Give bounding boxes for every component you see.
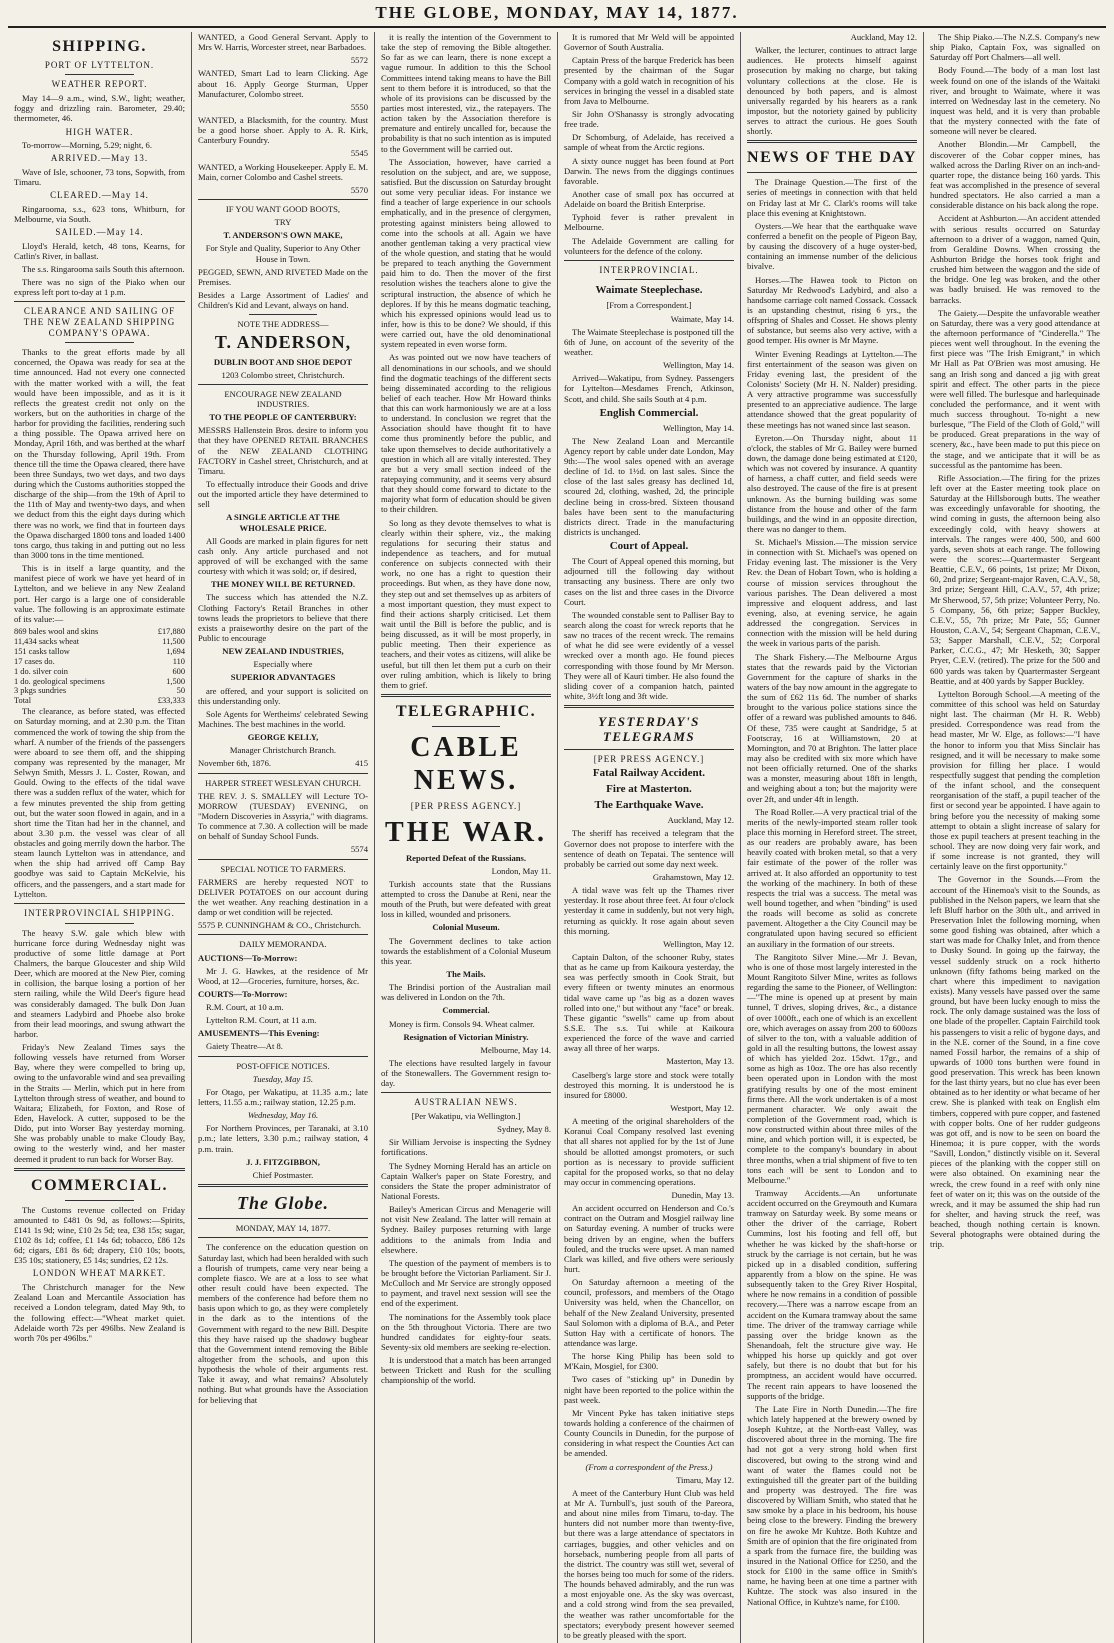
kelly-title: Manager Christchurch Branch. <box>229 745 337 756</box>
yesterday-telegrams-heading: YESTERDAY'S TELEGRAMS <box>598 714 700 745</box>
australian-paragraph: The nominations for the Assembly took place on the 5th throughout Victoria. There are two hundred candidates for eighty-four seats. Seventy-six old members are seeking re-election. <box>381 1311 551 1352</box>
masterton-paragraph: Caselberg's large store and stock were totally destroyed this morning. It is understood he is insured for £8000. <box>564 1069 734 1100</box>
australian-paragraph: A sixty ounce nugget has been found at Port Darwin. The news from the diggings continues favorable. <box>564 155 734 186</box>
money-returned: THE MONEY WILL BE RETURNED. <box>211 579 355 590</box>
australian-paragraph: The question of the payment of members is to be brought before the Victorian Parliament. Sir J. McCulloch and Mr Service are strongly opposed to payment, and travel next session will see the end of the experiment. <box>381 1257 551 1309</box>
weather-heading: WEATHER REPORT. <box>51 79 148 90</box>
postmaster-title: Chief Postmaster. <box>252 1169 314 1180</box>
news-item: Accident at Ashburton.—An accident attended with serious results occurred on Saturday afternoon to a driver of a waggon, named Quin, from Geraldine Downs. When crossing the Ashburton Bridge the horses took fright and crushed him between the waggon and the side of the bridge. One leg was broken, and the other was badly bruised. He was removed to the barracks. <box>930 213 1100 305</box>
cargo-value: 110 <box>172 656 185 666</box>
news-item: Lyttelton Borough School.—A meeting of the committee of this school was held on Saturday night last. The chairman (Mr H. R. Webb) presided. Correspondence was read from the head master, Mr W. Elge, as follows:—"I have the honor to inform you that Miss Sinclair has resigned, and it will be necessary to make some provision for filling her place. I would respectfully suggest that pending the completion of the infant school, and the consequent reorganisation of the staff, a pupil teacher of the first or second year be appointed. I have again to bring before you the necessity of making some attempt to obtain a slight increase of salary for those ex pupil teachers at present teaching in the school. They are now doing very fair work, and if some increase is not granted, they will certainly leave on the first opportunity." <box>930 688 1100 872</box>
column-4 <box>557 32 740 1643</box>
cargo-item: 1 do. silver coin <box>14 666 68 676</box>
clearance-paragraph: The clearance, as before stated, was effected on Saturday morning, and at 2.30 p.m. the Titan commenced the work of towing the ship from the wharf. A number of the friends of the passengers were aboard to see them off, and the shipping company was represented by the manager, Mr Selwyn Smith, Messrs J. L. Coster, Rowan, and Gould. Owing to the effects of the tidal wave there was a sudden reflux of the water, which for a few minutes prevented the ship from getting out, but the water soon flowed in again, and in a short time the Titan had her in the channel, and about 3.30 p.m. the vessel was clear of all obstacles and going merrily down the harbor. The steam launch Lyttelton was in attendance, and when the ship had arrived off Camp Bay goodbye was said to Captain McKelvie, his officers, and the passengers, and a start made for Lyttelton. <box>14 706 185 899</box>
australian-paragraph: The Sydney Morning Herald has an article on Captain Walker's paper on State Forestry, and considers the State the proper administrator of National Forests. <box>381 1160 551 1201</box>
museum-heading: Colonial Museum. <box>432 922 500 933</box>
ad-number: 5572 <box>350 55 368 66</box>
ad-number: 5550 <box>350 101 368 112</box>
timaru-paragraph: A meet of the Canterbury Hunt Club was held at Mr A. Turnbull's, just south of the Pareora, and about nine miles from Timaru, to-day. The hunters did not number more than twenty-five, but there was a large attendance of spectators in carriages, buggies, and other vehicles and on horseback, numbering people from all parts of the district. The country was still wet, several of the horses being too much for some of the riders. The hounds behaved admirably, and the run was a most enjoyable one. As the sky was overcast, and a cold strong wind from the sea prevailed, the weather was rather uncomfortable for the spectators; everybody present however seemed to be greatly pleased with the sport. <box>564 1487 734 1640</box>
dunedin-dateline: Dunedin, May 13. <box>671 1190 734 1201</box>
news-item: The Rangitoto Silver Mine.—Mr J. Bevan, who is one of those most largely interested in the Mount Rangitoto Silver Mine, writes as follows regarding the same to the Pioneer, of Wellington:—"The mine is opened up at present by main tunnel, T drives, sloping drives, &c., a distance of over 1000ft., each one of which is an excellent ore, which averages on assay from 200 to 600ozs of silver to the ton, with a valuable addition of gold in all the resulting buttons, the lowest assay of which has yielded 2oz. 15dwt. 17gr., and some as high as 10oz. The ore has also recently been operated upon in London with the most gratifying results by one of the most eminent firms there. All the work undertaken is of a most permanent character. We only await the completion of the Government road, which is now constructed within about three miles of the mine, and which portion will, it is expected, be complete to the company's boundary in about three months, when a trial shipment of five to ten tons each will be sent to London and to Melbourne." <box>747 951 917 1185</box>
news-item: Tramway Accidents.—An unfortunate accident occurred on the Greymouth and Kumara tramway on Saturday week. By some means or other the driver of the carriage, Robert Cummins, lost his footing and fell off, but whether he was kicked by the shaft-horse or struck by the carriage is not certain, but he was picked up in a disabled condition, suffering apparently from a blow on the spine. He was subsequently taken to the Grey River Hospital, where he now remains in a condition of possible recovery.—There was a narrow escape from an accident on the Kumara tramway about the same time. The driver of the tramway carriage while passing over the bridge known as the Shenandoah, felt the structure give way. He whipped his horse up quickly and got over safely, but there is no doubt that but for his promptness, an accident would have occurred. The recent rain appears to have loosened the supports of the bridge. <box>747 1187 917 1401</box>
weather-text: May 14—9 a.m., wind, S.W., light; weather, foggy and drizzling rain. Barometer, 29.40; thermometer, 46. <box>14 93 185 124</box>
australian-paragraph: Dr Schomburg, of Adelaide, has received a sample of wheat from the Arctic regions. <box>564 132 734 153</box>
auckland-dateline-2: Auckland, May 12. <box>850 32 917 42</box>
editorial-paragraph: The Association, however, have carried a resolution on the subject, and are, we suppose, satisfied. But the discussion on Saturday brought out some very peculiar ideas. For instance we find a teacher of large experience in our schools emphatically, and in the presence of clergymen, protesting against ministers being allowed to come into the schools at all. Again we have another gentleman taking a very practical view of the whole question, and stating that he would be prepared to teach anything the Government paid him to do. Then the mover of the first resolution wishes the teachers alone to give the scriptural instruction, the absence of which he deplores. If by this he means dogmatic teaching, which his expressed opinions would lead us to infer, how is this to be done? We should, if this were carried out, have the old denominational system repeated in even worse form. <box>381 156 551 350</box>
interprovincial-heading: INTERPROVINCIAL. <box>599 264 699 275</box>
war-dateline: London, May 11. <box>491 865 551 876</box>
grahamstown-paragraph: A tidal wave was felt up the Thames river yesterday. It rose about three feet. At four o'clock yesterday it came in suddenly, but not very high, returning as quickly. It rose again about seven this morning. <box>564 885 734 936</box>
arrived-heading: ARRIVED.—May 13. <box>50 153 149 164</box>
sole-agents: Sole Agents for Wertheims' celebrated Sewing Machines. The best machines in the world. <box>198 708 368 729</box>
cargo-item: 3 pkgs sundries <box>14 686 67 696</box>
cargo-value: 1,500 <box>166 676 185 686</box>
cargo-table <box>14 627 185 706</box>
post-tuesday-text: For Otago, per Wakatipu, at 11.35 a.m.; late letters, 11.55 a.m.; railway station, 12.25 p.m. <box>198 1086 368 1108</box>
fire-heading: Fire at Masterton. <box>606 783 692 796</box>
editorial-paragraph: it is really the intention of the Government to take the step of removing the Bible altogether. So far as we can learn, there is none except a vague rumour. In addition to this the School Committees intend taking means to have the Bill sent to them before it is introduced, so that the whole of its provisions can be discussed by the parties most interested, viz., the ratepayers. The action taken by the Association therefore is premature and entirely uncalled for, because the probability is that no such intention as is imputed to the Government will be carried out. <box>381 32 551 154</box>
amusements-1: Gaiety Theatre—At 8. <box>206 1041 283 1052</box>
news-item: The Gaiety.—Despite the unfavorable weather on Saturday, there was a very good attendance at the afternoon performance of "Cinderella." The pieces went well throughout. In the evening the first piece was "The Irish Emigrant," in which Mr Hall as Pat O'Brien was most amusing. He sang an Irish song and danced a jig with great spirit and effect. The other parts in the piece were well filled. The burlesque and harlequinade concluded the performance, and it went with much success throughout. To-night a new burlesque, "The Field of the Cloth of Gold," will be produced. Great preparations in the way of scenery, &c., have been made to put this piece on the stage, and we anticipate that it will be as successful as the pantomime has been. <box>930 307 1100 470</box>
dunedin-paragraph: An accident occurred on Henderson and Co.'s contract on the Outram and Mosgiel railway line on Saturday evening. A number of trucks were being driven by an engine, when the buffers fouled, and the trucks were upset. A man named Clark was killed, and five others were seriously hurt. <box>564 1203 734 1275</box>
cargo-total-row <box>14 696 185 706</box>
wellington-dateline: Wellington, May 14. <box>663 360 734 371</box>
shipping-heading: SHIPPING. <box>52 38 147 55</box>
australian-news-heading: AUSTRALIAN NEWS. <box>414 1097 518 1108</box>
interprovincial-shipping-heading: INTERPROVINCIAL SHIPPING. <box>24 907 175 918</box>
shipping-note-2: There was no sign of the Piako when our express left port to-day at 1 p.m. <box>14 277 185 298</box>
dublin-address <box>198 370 368 380</box>
sailed-text: Lloyd's Herald, ketch, 48 tons, Kearns, for Catlin's River, in ballast. <box>14 240 185 261</box>
australian-paragraph: It is understood that a match has been arranged between Trickett and Rush for the sculling championship of the world. <box>381 1355 551 1386</box>
post-wednesday: Wednesday, May 16. <box>247 1110 319 1121</box>
hallenstein-paragraph: To effectually introduce their Goods and drive out the imported article they have determined to sell <box>198 479 368 510</box>
telegraphic-heading: TELEGRAPHIC. <box>395 703 537 720</box>
kelly-date: November 6th, 1876. <box>198 758 272 769</box>
cable-commercial-heading: Commercial. <box>442 1005 490 1016</box>
column-3 <box>374 32 557 1643</box>
cable-news-heading: CABLE NEWS. <box>410 731 522 796</box>
dublin-number: 1203 <box>221 369 239 380</box>
auctions-label: AUCTIONS—To-Morrow: <box>198 952 298 963</box>
steeplechase-heading: Waimate Steeplechase. <box>595 284 703 297</box>
australian-paragraph: The Adelaide Government are calling for volunteers for the defence of the colony. <box>564 235 734 256</box>
kelly-name: GEORGE KELLY, <box>247 732 319 743</box>
news-item: The Shark Fishery.—The Melbourne Argus states that the rewards paid by the Victorian Government for the capture of sharks in the waters of the bay now amount in the aggregate to the sum of £62 11s 6d. The number of sharks brought to the various police stations since the offer of a reward was published amounts to 846. Of these, 735 were caught at Sandridge, 5 at Footscray, 16 at Williamstown, 20 at Mornington, and 70 at Brighton. The latter place may also be credited with six more which have not been officially returned. One of the sharks was a monster, measuring about 18ft in length, and weighing about a ton; but the majority were over 2ft, and under 4ft in length. <box>747 651 917 804</box>
hallenstein-paragraph: The success which has attended the N.Z. Clothing Factory's Retail Branches in other towns leads the proprietors to believe that there exists a praiseworthy desire on the part of the Public to encourage <box>198 592 368 643</box>
ad-number: 5545 <box>350 148 368 159</box>
court-appeal-paragraph: The Court of Appeal opened this morning, but adjourned till the following day without transacting any business. There are only two cases on the list and three cases in the Divorce Court. <box>564 556 734 607</box>
classified-ad: WANTED, a Working Housekeeper. Apply E. M. Main, corner Colombo and Cashel streets. <box>198 161 368 182</box>
news-item: Rifle Association.—The firing for the prizes left over at the Easter meeting took place on Saturday at the Hillsborough butts. The weather was exceedingly unfavorable for shooting, the wind coming in gusts, the afternoon being also exceedingly cold, with heavy showers at intervals. The ranges were 400, 500, and 600 yards, seven shots at each range. The following were the scores:—Quartermaster Sergeant Beattie, C.E.V., 66 points, 1st prize; Mr Dixon, 60, 2nd prize; Sergeant-major Raven, C.A.V., 58, 3rd prize; Sergeant Hill, C.A.V., 57, 4th prize; Mr Sherwood, 57, 5th prize; Volunteer Perry, No. 5 Company, 56, 6th prize; Sapper Buckley, C.E.V., 55, 7th prize; Mr Pate, 55; Gunner Houston, C.A.V., 54; Sergeant Chapman, C.E.V., 53; Sapper Marshall, C.E.V., 52; Corporal Parker, C.C.G., 47; Mr Hesketh, 30; Sapper Pryer, C.E.V. (retired). The prize for the 500 and 600 yards was taken by Quartermaster Sergeant Beattie, and at 400 yards by Sapper Buckley. <box>930 472 1100 686</box>
farmers-heading: SPECIAL NOTICE TO FARMERS. <box>220 863 346 874</box>
earthquake-heading: The Earthquake Wave. <box>594 799 704 812</box>
auctions-text: Mr J. G. Hawkes, at the residence of Mr Wood, at 12—Groceries, furniture, horses, &c. <box>198 965 368 986</box>
cargo-row <box>14 647 185 657</box>
news-item: Oysters.—We hear that the earthquake wave conferred a benefit on the people of Pigeon Bay, by causing the discovery of a huge oyster-bed, containing an immense number of the delicious bivalve. <box>747 220 917 272</box>
news-item: The Ship Piako.—The N.Z.S. Company's new ship Piako, Captain Fox, was signalled on Saturday off Port Chalmers—all well. <box>930 32 1100 63</box>
war-paragraph: Turkish accounts state that the Russians attempted to cross the Danube at Reni, near the mouth of the Pruth, but were defeated with great loss in killed, wounded and prisoners. <box>381 878 551 920</box>
courts-label: COURTS—To-Morrow: <box>198 988 288 999</box>
interprovincial-paragraph: Friday's New Zealand Times says the following vessels have returned from Worser Bay, where they were compelled to bring up, owing to the unfavorable wind and sea prevailing in the Straits — Merlin, which put in here from Lyttelton through stress of weather, and bound to Waitara; Elizabeth, for Foxton, and Rose of Eden, Havelock. A cutter, supposed to be the Dido, put into Worser Bay yesterday morning. She was probably unable to make Cloudy Bay, owing to the westerly wind, and her master deemed it prudent to run back for Worser Bay. <box>14 1042 185 1164</box>
cargo-row <box>14 657 185 667</box>
boots-heading: IF YOU WANT GOOD BOOTS, <box>225 203 341 214</box>
hallenstein-paragraph: are offered, and your support is solicited on this understanding only. <box>198 685 368 706</box>
high-water-heading: HIGH WATER. <box>65 126 134 137</box>
westport-paragraph: A meeting of the original shareholders of the Koranui Coal Company resolved last evening that all shares not applied for by the 1st of June should be allotted amongst promoters, or such portion as is necessary to provide sufficient capital for the proposed works, so that no delay may occur in commencing operations. <box>564 1116 734 1187</box>
dublin-address-text: Colombo street, Christchurch. <box>240 369 345 380</box>
boots-line: For Style and Quality, Superior to Any Other House in Town. <box>205 243 361 264</box>
australian-paragraph: Captain Press of the barque Frederick has been presented by the chairman of the Sugar Company with a gold watch in recognition of his services in bringing the vessel in a disabled state from Java to Melbourne. <box>564 55 734 106</box>
steeplechase-sub: [From a Correspondent.] <box>606 300 692 311</box>
wellington-paragraph-2: Captain Dalton, of the schooner Ruby, states that as he came up from Kaikoura yesterday, the sea was perfectly smooth in Cook Strait, but every fifteen or twenty minutes an enormous tidal wave came up "as big as a dozen waves rolled into one," but without any "face" or break. These gigantic "swells" came up from about S.S.E. The s.s. Tui while at Kaikoura experienced the force of the wave and carried away all three of her warps. <box>564 951 734 1054</box>
earthquake-paragraph: The sheriff has received a telegram that the Governor does not propose to interfere with the sentence of death on Tepatai. The sentence will probably be carried out some day next week. <box>564 828 734 869</box>
news-item: Eyreton.—On Thursday night, about 11 o'clock, the stables of Mr G. Bailey were burned down, the damage done being estimated at £120, which was not covered by insurance. A quantity of harness, a chaff cutter, and field seeds were also destroyed. The cause of the fire is at present unknown. As the burning building was some distance from the house and other of the farm buildings, and the wind in an opposite direction, there was no danger to them. <box>747 432 917 534</box>
news-of-the-day-heading: NEWS OF THE DAY <box>747 149 917 167</box>
classified-ad: WANTED, a Blacksmith, for the country. Must be a good horse shoer. Apply to A. R. Kirk, Canterbury Foundry. <box>198 114 368 146</box>
cargo-value: £17,880 <box>157 626 185 636</box>
fatal-accident-heading: Fatal Railway Accident. <box>592 767 706 780</box>
correspondent-sub: (From a correspondent of the Press.) <box>585 1461 713 1472</box>
high-water-text: To-morrow—Morning, 5.29; night, 6. <box>22 140 152 151</box>
news-item: The Drainage Question.—The first of the series of meetings in connection with that held on Friday last at Mr C. Clark's rooms will take place this evening at Knightstown. <box>747 177 917 218</box>
english-commercial-paragraph: The New Zealand Loan and Mercantile Agency report by cable under date London, May 9th:—The wool sales opened with an average decline of 1d. to 1½d. on last sales. Since the close of the last sales greasy has declined 1d, scoured 2d, clothing, washed, 2d, the principle decline being in cross-bred. Sixteen thousand bales have been sent to the manufacturing districts direct. Trade in the manufacturing districts is unchanged. <box>564 435 734 538</box>
anderson-name: T. ANDERSON, <box>214 332 352 353</box>
dunedin-paragraph: Mr Vincent Pyke has taken initiative steps towards holding a conference of the chairmen of County Councils in Dunedin, for the purpose of considering in what respect the Counties Act can be amended. <box>564 1407 734 1459</box>
cunningham-number: 5575 <box>198 920 216 931</box>
cunningham-line <box>198 920 368 930</box>
boots-pegged: PEGGED, SEWN, AND RIVETED Made on the Premises. <box>198 266 368 287</box>
fitzgibbon-name: J. J. FITZGIBBON, <box>246 1156 320 1167</box>
dunedin-paragraph: The horse King Philip has been sold to M'Kain, Mosgiel, for £300. <box>564 1351 734 1372</box>
resignation-dateline: Melbourne, May 14. <box>480 1044 551 1055</box>
editorial-paragraph: So long as they devote themselves to what is clearly within their sphere, viz., the making regulations for securing their status and independence as teachers, and for mutual conference on subjects connected with their work, no one has a right to question their proceedings. But when, as they have done now, they step out and set themselves up as arbiters of a most important question, they must expect to find their actions sharply criticised. Let them wait until the Bill is before the public, and is being discussed, as it will be most properly, in public meeting. Then their experience as teachers, and their votes as citizens, will alike be useful, but till then let them put a curb on their over ruling ambition, which is likely to bring them to grief. <box>381 517 551 690</box>
mails-heading: The Mails. <box>446 968 486 979</box>
news-item: Winter Evening Readings at Lyttelton.—The first entertainment of the season was given on Friday evening last, the president of the Colonists' Society (Mr H. N. Nalder) presiding. A very attractive programme was successfully presented to an appreciative audience. The large attendance showed that the great popularity of these meetings has not waned since last season. <box>747 348 917 430</box>
yesterday-press-agency: [PER PRESS AGENCY.] <box>593 753 705 764</box>
clearance-paragraph: Thanks to the great efforts made by all concerned, the Opawa was ready for sea at the time announced. Had not every one connected with the matter worked with a will, the feat would have been impossible, and as it is it reflects the greatest credit not only on the workers, but on the authorities in charge of the harbor for providing the facilities, rendering such a thing possible. The Opawa arrived here on Monday, April 16th, and was berthed at the wharf on the Thursday following, April 19th. From thence till the time the Opawa cleared, there have been three Sundays, two wet days, and two days during which the Customs authorities stopped the discharge of the ship—from the 19th of April to the 11th of May and twenty-two days, and when we deduct from this the eight days during which there was no work, we find that in fourteen days the Opawa discharged 1800 tons and loaded 1400 tons cargo, thus taking in and putting out no less than 3000 tons in the time mentioned. <box>14 347 185 560</box>
australian-dateline: Sydney, May 8. <box>497 1124 551 1135</box>
harper-number: 5574 <box>350 844 368 855</box>
australian-paragraph: Bailey's American Circus and Menagerie will not visit New Zealand. The latter will remain at Sydney. Bailey purposes returning with large additions to the animals from India and elsewhere. <box>381 1204 551 1255</box>
masterton-dateline: Masterton, May 13. <box>666 1056 734 1067</box>
cleared-text: Ringarooma, s.s., 623 tons, Whitburn, for Melbourne, via South. <box>14 203 185 224</box>
mails-paragraph: The Brindisi portion of the Australian mail was delivered in London on the 7th. <box>381 982 551 1003</box>
encourage-heading: ENCOURAGE NEW ZEALAND INDUSTRIES. <box>224 388 342 410</box>
shipping-note-1: The s.s. Ringarooma sails South this afternoon. <box>22 263 185 274</box>
english-commercial-dateline: Wellington, May 14. <box>663 422 734 433</box>
cargo-row <box>14 686 185 696</box>
cleared-heading: CLEARED.—May 14. <box>50 190 149 201</box>
resignation-paragraph: The elections have resulted largely in favour of the Stonewallers. The Government resign to-day. <box>381 1057 551 1089</box>
post-tuesday: Tuesday, May 15. <box>252 1073 314 1084</box>
cargo-item: 11,434 sacks wheat <box>14 636 80 646</box>
wellington-paragraph: Arrived—Wakatipu, from Sydney. Passengers for Lyttelton—Mesdames French, Atkinson, Scott, and child. She sails South at 4 p.m. <box>564 373 734 404</box>
news-item: St. Michael's Mission.—The mission service in connection with St. Michael's was opened on Friday evening last. The missioner is the Very Rev. the Dean of Hobart Town, who is holding a course of mission services throughout the various parishes. The Dean delivered a most impressive and eloquent address, and last evening, also, at evening service, he again addressed the congregation. Services in connection with the mission will be held during the week in various parts of the parish. <box>747 537 917 649</box>
hallenstein-paragraph: All Goods are marked in plain figures for nett cash only. Any article purchased and not approved of will be exchanged with the same courtesy with which it was sold; or, if desired, <box>198 535 368 577</box>
cargo-row <box>14 667 185 677</box>
column-2 <box>191 32 374 1643</box>
port-heading: PORT OF LYTTELTON. <box>44 59 155 70</box>
kelly-date-line <box>198 758 368 768</box>
auckland-paragraph: Walker, the lecturer, continues to attract large audiences. He protects himself against prosecution by making no charge, but taking voluntary collections at the close. He is denounced by both papers, and is almost universally regarded by his hearers as a rank impostor, but the notoriety gained by publicity serves to attract the curious. He goes South shortly. <box>747 45 917 137</box>
cargo-value: 50 <box>176 686 185 696</box>
classified-ad: WANTED, a Good General Servant. Apply to Mrs W. Harris, Worcester street, near Barbadoes. <box>198 32 368 53</box>
masthead-title: THE GLOBE, MONDAY, MAY 14, 1877. <box>375 3 739 22</box>
clearance-heading: CLEARANCE AND SAILING OF THE NEW ZEALAND SHIPPING COMPANY'S OPAWA. <box>23 306 176 338</box>
hallenstein-paragraph: MESSRS Hallenstein Bros. desire to inform you that they have OPENED RETAIL BRANCHES of the NEW ZEALAND CLOTHING FACTORY in Cashel street, Christchurch, and at Timaru. <box>198 425 368 476</box>
dublin-depot: DUBLIN BOOT AND SHOE DEPOT <box>213 356 353 367</box>
column-1 <box>8 32 191 1643</box>
wheat-market-paragraph: The Christchurch manager for the New Zealand Loan and Mercantile Association has received a London telegram, dated May 9th, to the following effect:—"Wheat market quiet. Adelaide worth 72s per 496lbs. New Zealand is worth 70s per 496lbs." <box>14 1282 185 1343</box>
clearance-paragraph: This is in itself a large quantity, and the manifest piece of work we have yet heard of in Lyttelton, and we believe in any New Zealand port. Her cargo is a large one of considerable value. The following is an approximate estimate of its value:— <box>14 563 185 624</box>
courts-1: R.M. Court, at 10 a.m. <box>206 1002 284 1013</box>
news-item: Horses.—The Hawea took to Picton on Saturday Mr Redwood's Ladybird, and also a handsome carriage colt named Cossack. Cossack is an upstanding chestnut, rising 6 yrs., the offspring of Shales and Cosset. He shows plenty of substance, but seems also very active, with a good temper. His owner is Mr Mayne. <box>747 274 917 346</box>
post-office-heading: POST-OFFICE NOTICES. <box>236 1060 330 1071</box>
war-subheading: Reported Defeat of the Russians. <box>405 852 527 863</box>
cargo-value: 600 <box>172 666 185 676</box>
news-item: Body Found.—The body of a man lost last week found on one of the islands of the Waitaki river, and brought to Waimate, where it was interred on Wednesday last in the cemetery. No inquest was held, and it is very than probable that the mystery connected with the fate of someone will never be cleared. <box>930 65 1100 137</box>
news-item: The Governor in the Sounds.—From the account of the Hinemoa's visit to the Sounds, as published in the Nelson papers, we learn that she left Bluff harbor on the 30th ult., and arrived in Preservation Inlet the following morning, when some good fishing was obtained, after which a start was made for Chalky Inlet, and from thence to Dusky Sound. In going up the fairway, the vessel suddenly struck on a rock hitherto unknown (fifty fathoms being marked on the chart where this impediment to navigation exists). Many vessels have passed over the same ground, but have been lucky enough to miss the rock. The only damage sustained was the loss of one blade of the propeller. Captain Fairchild took his passengers to visit a relic of bygone days, and in the N.E. corner of the Sound, in a fine cove named Fossil harbor, the remains of a ship of upwards of 1000 tons burthen were found in good preservation. This wreck has been known for the last thirty years, but no clue has ever been obtained as to her identity or what became of her crew. She is planked with teak on English elm timbers, coppered with pure copper, and fastened with copper bolts. One of her rudder gudgeons was got off, and is now to be seen on board the Hinemoa; it is pure copper, with the words "Savill, London," distinctly visible on it. Several pieces of the planking with the copper still on were also obtained. On examining near the wreck, the crew found in a reef with only nine feet of water on it; this was on the outside of the wreck, and it may be assumed the ship had run for shelter, and having struck the reef, was beached, though nothing certain is known. Several photographs were obtained during the trip. <box>930 874 1100 1250</box>
boots-try: TRY <box>274 217 292 228</box>
wellington-dateline-2: Wellington, May 12. <box>663 938 734 949</box>
cargo-item: 869 bales wool and skins <box>14 626 99 636</box>
cable-commercial-paragraph: Money is firm. Consols 94. Wheat calmer. <box>389 1018 535 1029</box>
post-wednesday-text: For Northern Provinces, per Taranaki, at 3.10 p.m.; late letters, 3.30 p.m.; railway station, 4 p.m. train. <box>198 1123 368 1154</box>
courts-2: Lyttelton R.M. Court, at 11 a.m. <box>206 1015 317 1026</box>
interprovincial-paragraph: The heavy S.W. gale which blew with hurricane force during Wednesday night was productive of some little damage at Port Chalmers, the barque Gloucester and ship Wild Deer, which are moored at the New Pier, coming in collision, the barque losing a portion of her stern railing, while the Wild Deer's figure head was considerably damaged. The bulk Don Juan and steamers Ladybird and Phoebe also broke from their lead moorings, and swung athwart the harbor. <box>14 927 185 1039</box>
cargo-total-value: £33,333 <box>157 696 185 706</box>
boots-name: T. ANDERSON'S OWN MAKE, <box>223 230 343 241</box>
dunedin-paragraph: Two cases of "sticking up" in Dunedin by night have been reported to the police within the past week. <box>564 1374 734 1405</box>
the-war-heading: THE WAR. <box>385 816 547 848</box>
australian-paragraph: Sir William Jervoise is inspecting the Sydney fortifications. <box>381 1137 551 1158</box>
steeplechase-dateline: Waimate, May 14. <box>670 313 734 324</box>
australian-paragraph: It is rumored that Mr Weld will be appointed Governor of South Australia. <box>564 32 734 53</box>
westport-dateline: Westport, May 12. <box>670 1102 734 1113</box>
news-item: The Late Fire in North Dunedin.—The fire which lately happened at the brewery owned by Joseph Kuhtze, at the North-east Valley, was discovered about three in the morning. The fire had not got a very strong hold when first discovered, but owing to the strong wind and want of water the flames could not be extinguished till the greater part of the building and property was destroyed. The fire was discovered by William Smith, who stated that he saw smoke by a place in his bedroom, his house being close to the brewery. Finding the brewery on fire he awoke Mr Kuhtze. Both Kuhtze and Smith are of opinion that the fire originated from a spark from the furnace fire, the building was insured in the National Office for £250, and the stock for £100 in the same office in Smith's name, he having been at one time a partner with Kuhtze. The stock was also insured in the National Office, in Kuhtze's name, for £100. <box>747 1403 917 1607</box>
amusements-label: AMUSEMENTS—This Evening: <box>198 1028 320 1039</box>
commercial-heading: COMMERCIAL. <box>31 1176 168 1194</box>
museum-paragraph: The Government declines to take action towards the establishment of a Colonial Museum this year. <box>381 935 551 966</box>
sailed-heading: SAILED.—May 14. <box>55 227 144 238</box>
especially: Especially where <box>253 659 313 670</box>
wheat-market-heading: LONDON WHEAT MARKET. <box>32 1268 167 1279</box>
resignation-heading: Resignation of Victorian Ministry. <box>403 1031 529 1042</box>
grahamstown-dateline: Grahamstown, May 12. <box>652 871 734 882</box>
people-heading: TO THE PEOPLE OF CANTERBURY: <box>209 412 357 423</box>
cargo-value: 11,500 <box>162 636 185 646</box>
australian-paragraph: Typhoid fever is rather prevalent in Melbourne. <box>564 212 734 233</box>
note-address: NOTE THE ADDRESS— <box>237 319 329 330</box>
editorial-paragraph: As was pointed out we now have teachers of all denominations in our schools, and we should find the dogmatic teachings of the different sects being disseminated according to the religious belief of each teacher. How Mr Howard thinks that this can work harmoniously we are at a loss to understand. In conclusion we regret that the Association should have thought fit to have come thus prominently before the public, and take upon themselves to decide authoritatively a question in which all are vitally interested. They are but a very small section indeed of the ratepaying community, and it seems very absurd that they should come forward to dictate to the majority what form of education should be given to their children. <box>381 352 551 515</box>
cargo-item: 17 cases do. <box>14 656 55 666</box>
news-item: Another Blondin.—Mr Campbell, the discoverer of the Cobar copper mines, has walked across the Darling River on an inch-and-quarter rope, the distance being 160 yards. This feat was accomplished in the presence of several hundred spectators. He also carried a man a considerable distance on his back along the rope. <box>930 139 1100 211</box>
newspaper-page <box>8 32 1106 1640</box>
court-appeal-heading: Court of Appeal. <box>609 540 689 553</box>
column-6 <box>923 32 1106 1643</box>
court-appeal-paragraph: The wounded constable sent to Palliser Bay to search along the coast for wreck reports that he saw no traces of the recent wreck. The remains of what he did see were evidently of a vessel wrecked over a month ago. He found pieces corresponding with those found by Mr Merson. They were all of Kauri timber. He also found the sliding cover of a companion hatch, painted white, 3½ft long and 3ft wide. <box>564 609 734 701</box>
australian-news-sub: [Per Wakatipu, via Wellington.] <box>411 1111 521 1121</box>
boots-assortment: Besides a Large Assortment of Ladies' and Children's Kid and Levant, always on hand. <box>198 289 368 311</box>
cargo-row <box>14 637 185 647</box>
ad-number: 5570 <box>350 184 368 195</box>
globe-date: MONDAY, MAY 14, 1877. <box>235 1223 331 1234</box>
single-article: A SINGLE ARTICLE AT THE WHOLESALE PRICE. <box>226 512 340 533</box>
steeplechase-paragraph: The Waimate Steeplechase is postponed till the 6th of June, on account of the severity of the weather. <box>564 326 734 357</box>
english-commercial-heading: English Commercial. <box>599 406 699 419</box>
harper-heading: HARPER STREET WESLEYAN CHURCH. <box>205 777 361 788</box>
daily-memoranda-heading: DAILY MEMORANDA. <box>239 939 327 950</box>
cargo-row <box>14 627 185 637</box>
cunningham-name: P. CUNNINGHAM & CO., Christchurch. <box>217 920 362 931</box>
australian-paragraph: Another case of small pox has occurred at Adelaide on board the British Enterprise. <box>564 188 734 210</box>
dunedin-paragraph: On Saturday afternoon a meeting of the council, professors, and members of the Otago University was held, when the Chancellor, on behalf of the New Zealand University, presented Saul Solomon with a diploma of B.A., and Peter Sutton Hay with a certificate of honors. The attendance was large. <box>564 1277 734 1349</box>
news-item: The Road Roller.—A very practical trial of the merits of the newly-imported steam roller took place this morning in Hereford street. The street, as our readers are probably aware, has been heavily coated with broken metal, so that a very fair estimate of the power of the roller was arrived at. It also afforded an opportunity to test the working of the machinery. In both of these respects the trial was a success. The metal was well bound together, and when "binding" is used the roads will become as solid as concrete pavement. Altogether a the City Council may be congratulated upon having secured so efficient an auxiliary in the formation of our streets. <box>747 806 917 949</box>
commercial-paragraph: The Customs revenue collected on Friday amounted to £481 0s 9d, as follows:—Spirits, £141 1s 9d; wine, £10 2s 5d; tea, £38 15s; sugar, £102 8s 1d; coffee, £1 14s 6d; tobacco, £86 12s 6d; cigars, £81 8s 6d; drapery, £10 10s; boots, £35 10s; stationery, £5 14s; sundries, £2 12s. <box>14 1204 185 1266</box>
cargo-total-label: Total <box>14 696 32 706</box>
editorial-paragraph: The conference on the education question on Saturday last, which had been heralded with such a flourish of trumpets, came very near being a complete fiasco. We are at a loss to see what other result could have been expected. The members of the conference had before them no basis upon which to go, as they were completely in the dark as to the intentions of the Government with regard to the new Bill. Despite this they have raised up the shadowy bugbear that the Government intend removing the Bible altogether from the schools, and upon this hypothesis the whole of their arguments rest. Take it away, and what remains? Absolutely nothing. But what grounds have the Association for believing that <box>198 1242 368 1405</box>
arrived-text: Wave of Isle, schooner, 73 tons, Sopwith, from Timaru. <box>14 166 185 188</box>
harper-paragraph: THE REV. J. S. SMALLEY will Lecture TO-MORROW (TUESDAY) EVENING, on "Modern Discoveries in Assyria," with diagrams. To commence at 7.30. A collection will be made on behalf of Sunday School Funds. <box>198 790 368 842</box>
cargo-item: 151 casks tallow <box>14 646 70 656</box>
globe-title: The Globe. <box>237 1193 329 1214</box>
cargo-row <box>14 677 185 687</box>
timaru-dateline: Timaru, May 12. <box>676 1474 734 1485</box>
superior-advantages: SUPERIOR ADVANTAGES <box>230 672 336 683</box>
column-5 <box>740 32 923 1643</box>
farmers-paragraph: FARMERS are hereby requested NOT to DELIVER POTATOES on our account during the wet weather. Any reaching destination in a damp or wet condition will be rejected. <box>198 876 368 918</box>
press-agency: [PER PRESS AGENCY.] <box>410 800 522 811</box>
auckland-dateline: Auckland, May 12. <box>667 815 734 826</box>
cargo-value: 1,694 <box>166 646 185 656</box>
classified-ad: WANTED, Smart Lad to learn Clicking. Age about 16. Apply George Sturman, Upper Manufacturer, Colombo street. <box>198 68 368 99</box>
kelly-number: 415 <box>355 758 368 769</box>
australian-paragraph: Sir John O'Shanassy is strongly advocating free trade. <box>564 108 734 130</box>
cargo-item: 1 do. geological specimens <box>14 676 105 686</box>
masthead <box>8 0 1106 28</box>
nz-industries: NEW ZEALAND INDUSTRIES, <box>222 646 344 657</box>
